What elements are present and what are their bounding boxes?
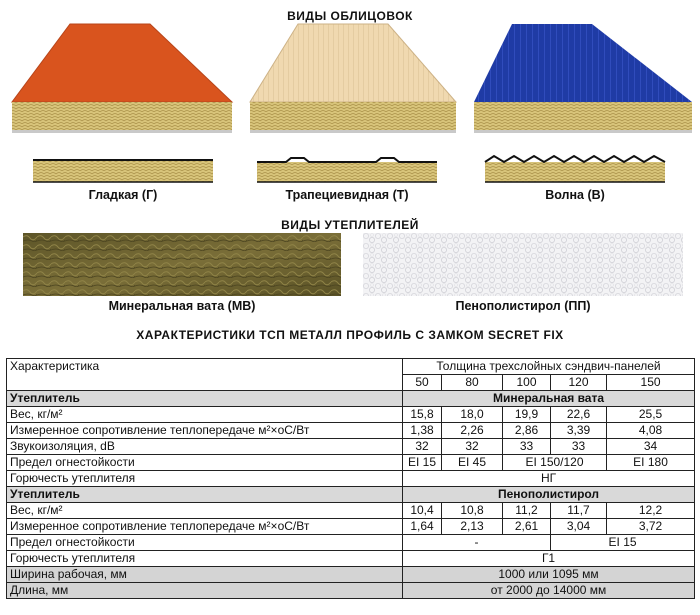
row-label: Горючесть утеплителя <box>7 471 403 487</box>
cell-value: НГ <box>403 471 695 487</box>
smooth-profile-section <box>32 153 214 185</box>
table-row <box>7 567 695 583</box>
table-header-row <box>7 359 695 375</box>
polystyrene-label: Пенополистирол (ПП) <box>455 299 591 313</box>
cell-value: 11,2 <box>503 503 551 519</box>
cell-value: 2,13 <box>442 519 503 535</box>
row-label: Измеренное сопротивление теплопередаче м²×оС/Вт <box>7 423 403 439</box>
table-row <box>7 583 695 599</box>
table-row <box>7 519 695 535</box>
section-row-polystyrene <box>7 487 695 503</box>
thickness-value: 80 <box>442 375 503 391</box>
row-label: Звукоизоляция, dB <box>7 439 403 455</box>
cell-value: 34 <box>607 439 695 455</box>
thickness-header: Толщина трехслойных сэндвич-панелей <box>403 359 695 375</box>
cell-value: 1,64 <box>403 519 442 535</box>
trapezoid-panel-image <box>248 22 458 140</box>
cell-value: 25,5 <box>607 407 695 423</box>
table-title: ХАРАКТЕРИСТИКИ ТСП МЕТАЛЛ ПРОФИЛЬ С ЗАМКОМ SECRET FIX <box>136 328 564 342</box>
table-row <box>7 423 695 439</box>
table-row <box>7 535 695 551</box>
row-label: Измеренное сопротивление теплопередаче м²×оС/Вт <box>7 519 403 535</box>
thickness-value: 120 <box>551 375 607 391</box>
cell-value: EI 15 <box>551 535 695 551</box>
table-row <box>7 503 695 519</box>
section-row-mineral <box>7 391 695 407</box>
trapezoid-profile-section <box>256 153 438 185</box>
table-row <box>7 439 695 455</box>
insulation-heading: ВИДЫ УТЕПЛИТЕЛЕЙ <box>281 218 419 232</box>
row-label: Вес, кг/м² <box>7 407 403 423</box>
row-label: Длина, мм <box>7 583 403 599</box>
row-label: Предел огнестойкости <box>7 535 403 551</box>
cell-value: 1,38 <box>403 423 442 439</box>
cell-value: 32 <box>442 439 503 455</box>
cell-value: 3,72 <box>607 519 695 535</box>
cell-value: 2,61 <box>503 519 551 535</box>
cell-value: EI 15 <box>403 455 442 471</box>
polystyrene-image <box>363 233 683 296</box>
cell-value: 18,0 <box>442 407 503 423</box>
mineral-wool-label: Минеральная вата (МВ) <box>108 299 256 313</box>
table-row <box>7 551 695 567</box>
cell-value: 10,4 <box>403 503 442 519</box>
cell-value: 22,6 <box>551 407 607 423</box>
characteristic-col-header: Характеристика <box>7 359 403 391</box>
table-row <box>7 471 695 487</box>
cell-value: EI 45 <box>442 455 503 471</box>
section-label: Утеплитель <box>7 391 403 407</box>
cell-value: 10,8 <box>442 503 503 519</box>
thickness-value: 100 <box>503 375 551 391</box>
row-label: Горючесть утеплителя <box>7 551 403 567</box>
section-label: Утеплитель <box>7 487 403 503</box>
cell-value: 33 <box>551 439 607 455</box>
row-label: Вес, кг/м² <box>7 503 403 519</box>
wave-panel-image <box>472 22 694 140</box>
cell-value: Г1 <box>403 551 695 567</box>
cell-value: от 2000 до 14000 мм <box>403 583 695 599</box>
cell-value: 4,08 <box>607 423 695 439</box>
cell-value: 12,2 <box>607 503 695 519</box>
cell-value: EI 150/120 <box>503 455 607 471</box>
table-row <box>7 407 695 423</box>
cell-value: - <box>403 535 551 551</box>
section-material: Пенополистирол <box>403 487 695 503</box>
smooth-facing-label: Гладкая (Г) <box>88 188 158 202</box>
characteristics-table <box>6 358 695 599</box>
cell-value: 19,9 <box>503 407 551 423</box>
cell-value: 2,86 <box>503 423 551 439</box>
row-label: Ширина рабочая, мм <box>7 567 403 583</box>
row-label: Предел огнестойкости <box>7 455 403 471</box>
table-row <box>7 455 695 471</box>
cell-value: 32 <box>403 439 442 455</box>
smooth-panel-image <box>10 22 235 140</box>
cell-value: 11,7 <box>551 503 607 519</box>
wave-facing-label: Волна (В) <box>545 188 605 202</box>
cell-value: 15,8 <box>403 407 442 423</box>
mineral-wool-image <box>23 233 341 296</box>
trapezoid-facing-label: Трапециевидная (Т) <box>285 188 409 202</box>
cell-value: 3,04 <box>551 519 607 535</box>
cell-value: 2,26 <box>442 423 503 439</box>
facings-heading: ВИДЫ ОБЛИЦОВОК <box>287 9 413 23</box>
cell-value: 3,39 <box>551 423 607 439</box>
cell-value: 1000 или 1095 мм <box>403 567 695 583</box>
thickness-value: 50 <box>403 375 442 391</box>
cell-value: EI 180 <box>607 455 695 471</box>
section-material: Минеральная вата <box>403 391 695 407</box>
cell-value: 33 <box>503 439 551 455</box>
wave-profile-section <box>484 153 666 185</box>
thickness-value: 150 <box>607 375 695 391</box>
